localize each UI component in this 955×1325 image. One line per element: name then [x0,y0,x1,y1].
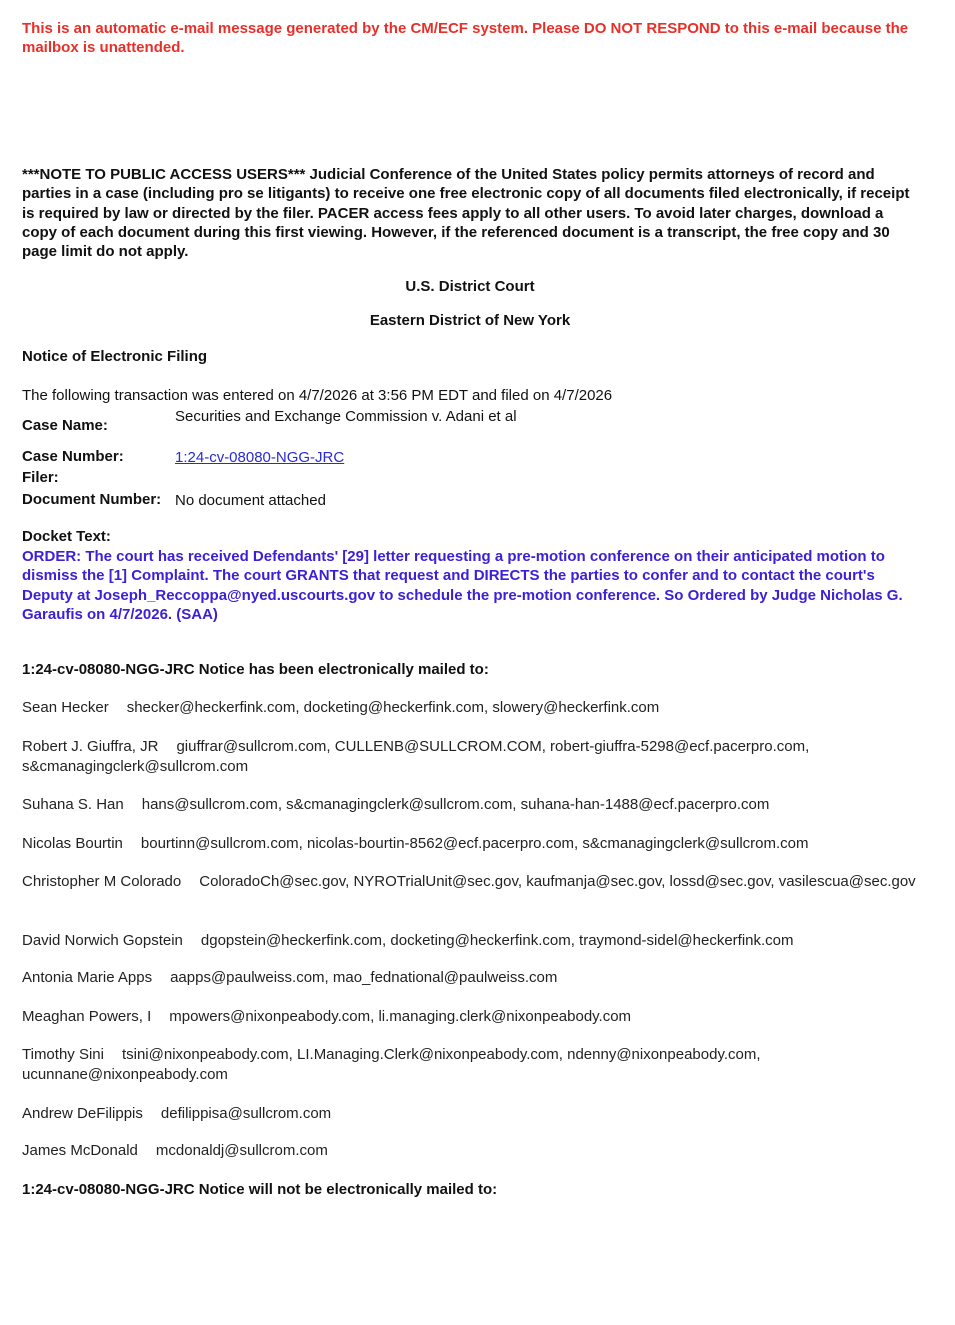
transaction-line: The following transaction was entered on 4/7/2026 at 3:56 PM EDT and filed on 4/7/2026 [22,387,613,404]
recipient-name: Nicolas Bourtin [22,835,123,852]
recipient-emails: giuffrar@sullcrom.com, CULLENB@SULLCROM.COM, robert-giuffra-5298@ecf.pacerpro.com, s&cmanagingclerk@sullcrom.com [22,738,810,775]
recipient-emails: dgopstein@heckerfink.com, docketing@heckerfink.com, traymond-sidel@heckerfink.com [200,932,794,949]
docket-text: ORDER: The court has received Defendants' [29] letter requesting a pre-motion conference on their anticipated motion to dismiss the [1] Complaint. The court GRANTS that request and DIRECTS the parties to confer and to contact the court's Deputy at Joseph_Reccoppa@nyed.uscourts.gov to schedule the pre-motion conference. So Ordered by Judge Nicholas G. Garaufis on 4/7/2026. (SAA) [22,548,903,623]
case-name-value: Securities and Exchange Commission v. Adani et al [175,408,517,425]
recipient-row [22,872,927,892]
recipient-name: James McDonald [22,1142,138,1159]
recipient-emails: bourtinn@sullcrom.com, nicolas-bourtin-8562@ecf.pacerpro.com, s&cmanagingclerk@sullcrom.com [140,835,809,852]
recipient-emails: defilippisa@sullcrom.com [160,1105,332,1122]
recipient-row [22,1007,927,1027]
document-number-value: No document attached [175,492,326,509]
district-name: Eastern District of New York [369,312,571,329]
recipient-name: Suhana S. Han [22,796,124,813]
recipient-name: Antonia Marie Apps [22,969,153,986]
recipient-row [22,737,927,776]
recipient-name: David Norwich Gopstein [22,932,183,949]
recipient-name: Christopher M Colorado [22,873,182,890]
recipient-row [22,698,927,718]
recipient-emails: mcdonaldj@sullcrom.com [155,1142,328,1159]
case-name-label: Case Name: [22,417,108,434]
recipient-name: Meaghan Powers, I [22,1008,152,1025]
recipient-row [22,931,927,951]
recipient-name: Sean Hecker [22,699,109,716]
recipient-name: Andrew DeFilippis [22,1105,143,1122]
recipient-row [22,968,927,988]
auto-email-warning: This is an automatic e-mail message generated by the CM/ECF system. Please DO NOT RESPOND to this e-mail because the mailbox is unattended. [22,20,909,56]
recipient-name: Robert J. Giuffra, JR [22,738,159,755]
docket-text-label: Docket Text: [22,528,111,545]
recipient-emails: ColoradoCh@sec.gov, NYROTrialUnit@sec.gov, kaufmanja@sec.gov, lossd@sec.gov, vasilescua@sec.gov [199,873,916,890]
recipient-row [22,795,927,815]
court-name: U.S. District Court [405,278,535,295]
public-access-note: ***NOTE TO PUBLIC ACCESS USERS*** Judicial Conference of the United States policy permits attorneys of record and parties in a case (including pro se litigants) to receive one free electronic copy of all documents filed electronically, if receipt is required by law or directed by the filer. PACER access fees apply to all other users. To avoid later charges, download a copy of each document during this first viewing. However, if the referenced document is a transcript, the free copy and 30 page limit do not apply. [22,166,910,261]
recipient-row [22,1104,927,1124]
recipient-row [22,834,927,854]
filer-label: Filer: [22,469,59,486]
document-number-label: Document Number: [22,491,162,508]
case-number-link[interactable]: 1:24-cv-08080-NGG-JRC [175,449,345,466]
recipient-emails: mpowers@nixonpeabody.com, li.managing.clerk@nixonpeabody.com [169,1008,632,1025]
recipient-emails: aapps@paulweiss.com, mao_fednational@paulweiss.com [170,969,558,986]
recipient-name: Timothy Sini [22,1046,104,1063]
not-mailed-heading: 1:24-cv-08080-NGG-JRC Notice will not be electronically mailed to: [22,1181,498,1198]
recipient-row [22,1045,927,1084]
recipient-emails: hans@sullcrom.com, s&cmanagingclerk@sullcrom.com, suhana-han-1488@ecf.pacerpro.com [141,796,770,813]
mailed-to-heading: 1:24-cv-08080-NGG-JRC Notice has been electronically mailed to: [22,661,489,678]
recipient-emails: shecker@heckerfink.com, docketing@heckerfink.com, slowery@heckerfink.com [126,699,660,716]
recipient-emails: tsini@nixonpeabody.com, LI.Managing.Clerk@nixonpeabody.com, ndenny@nixonpeabody.com, ucunnane@nixonpeabody.com [22,1046,761,1083]
notice-title: Notice of Electronic Filing [22,348,208,365]
case-number-label: Case Number: [22,448,124,465]
recipient-row [22,1141,927,1161]
